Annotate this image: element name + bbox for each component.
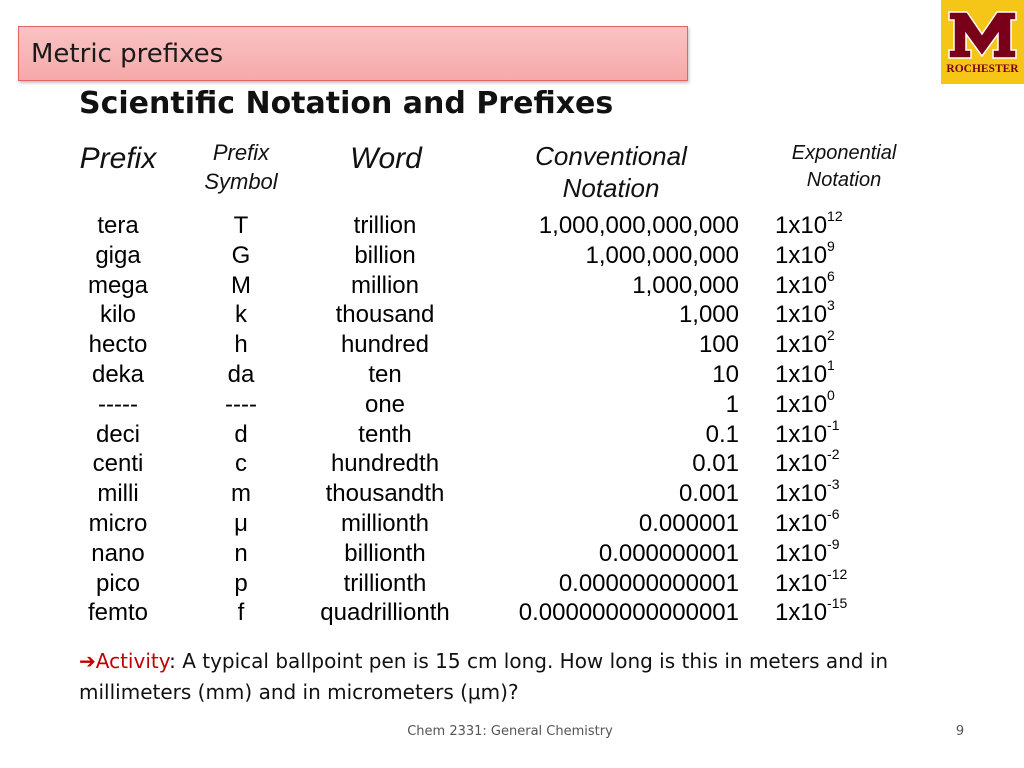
exponential-base: 1x10 [775, 391, 828, 418]
word-cell: billionth [344, 540, 426, 567]
conventional-cell: 0.000000000001 [558, 570, 739, 597]
prefix-cell: mega [87, 272, 149, 299]
activity-arrow-icon: ➔ [79, 649, 96, 673]
exponential-power: 1 [827, 357, 835, 373]
word-cell: trillion [353, 212, 417, 239]
symbol-cell: M [231, 272, 251, 299]
symbol-cell: G [231, 242, 251, 269]
symbol-cell: h [234, 331, 248, 358]
exponential-cell [775, 387, 885, 419]
symbol-cell: d [234, 421, 248, 448]
exponential-power: -9 [827, 536, 840, 552]
conventional-cell: 1,000 [678, 301, 739, 328]
logo-text: ROCHESTER [946, 63, 1019, 75]
word-cell: tenth [358, 421, 412, 448]
exponential-base: 1x10 [775, 450, 828, 477]
exponential-base: 1x10 [775, 570, 828, 597]
exponential-cell [775, 268, 885, 300]
exponential-cell [775, 327, 885, 359]
prefix-cell: femto [87, 599, 149, 626]
symbol-cell: ---- [225, 391, 257, 418]
word-cell: million [350, 272, 419, 299]
exponential-power: -3 [827, 476, 840, 492]
activity-label: Activity [95, 649, 170, 673]
prefix-cell: giga [95, 242, 141, 269]
symbol-cell: m [231, 480, 251, 507]
prefix-cell: kilo [99, 301, 136, 328]
conventional-cell: 0.01 [692, 450, 739, 477]
symbol-cell: T [233, 212, 249, 239]
exponential-cell [775, 238, 885, 270]
prefix-cell: tera [97, 212, 139, 239]
conventional-cell: 0.1 [705, 421, 739, 448]
exponential-power: -12 [827, 566, 848, 582]
word-cell: trillionth [343, 570, 427, 597]
header-conventional-line2: Notation [562, 173, 660, 203]
exponential-cell [775, 208, 885, 240]
conventional-cell: 0.001 [678, 480, 739, 507]
symbol-cell: μ [234, 510, 248, 537]
exponential-cell [775, 506, 885, 538]
exponential-base: 1x10 [775, 272, 828, 299]
symbol-cell: n [234, 540, 248, 567]
exponential-cell [775, 566, 885, 598]
exponential-cell [775, 536, 885, 568]
exponential-base: 1x10 [775, 301, 828, 328]
word-cell: hundred [340, 331, 430, 358]
exponential-cell [775, 357, 885, 389]
word-cell: hundredth [330, 450, 440, 477]
conventional-cell: 0.000000000000001 [518, 599, 739, 626]
exponential-base: 1x10 [775, 361, 828, 388]
exponential-cell [775, 297, 885, 329]
word-cell: billion [354, 242, 416, 269]
exponential-base: 1x10 [775, 212, 828, 239]
conventional-cell: 10 [712, 361, 739, 388]
header-symbol-line1: Prefix [212, 140, 270, 165]
prefix-cell: deka [91, 361, 145, 388]
exponential-power: -15 [827, 595, 848, 611]
prefix-cell: deci [95, 421, 141, 448]
symbol-cell: da [227, 361, 255, 388]
symbol-cell: k [235, 301, 247, 328]
conventional-cell: 1 [725, 391, 739, 418]
exponential-power: -2 [827, 446, 840, 462]
conventional-cell: 0.000000001 [598, 540, 739, 567]
header-exponential-line1: Exponential [791, 142, 897, 164]
prefix-cell: centi [92, 450, 144, 477]
exponential-cell [775, 446, 885, 478]
activity-text: : A typical ballpoint pen is 15 cm long. How long is this in meters and in millimeters (mm) and in micrometers (μm)? [79, 649, 889, 704]
prefix-cell: nano [91, 540, 145, 567]
word-cell: millionth [340, 510, 430, 537]
prefix-cell: pico [95, 570, 141, 597]
prefix-cell: hecto [88, 331, 148, 358]
exponential-power: 2 [827, 327, 835, 343]
word-cell: ten [368, 361, 402, 388]
page-number: 9 [955, 724, 965, 739]
prefix-cell: milli [97, 480, 139, 507]
exponential-cell [775, 417, 885, 449]
header-prefix: Prefix [79, 142, 157, 175]
footer-course: Chem 2331: General Chemistry [407, 724, 613, 739]
slide-heading: Scientific Notation and Prefixes [79, 86, 614, 121]
prefix-cell: ----- [98, 391, 138, 418]
slide-title: Metric prefixes [31, 39, 224, 69]
conventional-cell: 100 [698, 331, 739, 358]
word-cell: one [364, 391, 406, 418]
conventional-cell: 1,000,000,000 [585, 242, 739, 269]
exponential-power: 6 [827, 268, 835, 284]
exponential-base: 1x10 [775, 421, 828, 448]
exponential-base: 1x10 [775, 599, 828, 626]
m-logo-icon [947, 6, 1018, 62]
exponential-cell [775, 595, 885, 627]
exponential-base: 1x10 [775, 540, 828, 567]
word-cell: quadrillionth [320, 599, 450, 626]
header-exponential-line2: Notation [806, 169, 882, 191]
symbol-cell: f [237, 599, 245, 626]
symbol-cell: p [234, 570, 248, 597]
header-symbol-line2: Symbol [204, 169, 278, 194]
conventional-cell: 1,000,000,000,000 [538, 212, 739, 239]
prefix-cell: micro [88, 510, 148, 537]
header-conventional-line1: Conventional [535, 141, 687, 171]
exponential-power: -6 [827, 506, 840, 522]
university-logo [941, 0, 1024, 84]
word-cell: thousandth [325, 480, 445, 507]
exponential-power: 12 [827, 208, 843, 224]
header-word: Word [350, 142, 422, 175]
exponential-power: 3 [827, 297, 835, 313]
exponential-cell [775, 476, 885, 508]
conventional-cell: 0.000001 [638, 510, 739, 537]
exponential-power: 9 [827, 238, 835, 254]
word-cell: thousand [335, 301, 435, 328]
slide-title-bar [18, 26, 688, 81]
activity-prompt [79, 646, 939, 708]
exponential-base: 1x10 [775, 480, 828, 507]
exponential-base: 1x10 [775, 242, 828, 269]
exponential-power: 0 [827, 387, 835, 403]
conventional-cell: 1,000,000 [632, 272, 739, 299]
exponential-base: 1x10 [775, 510, 828, 537]
symbol-cell: c [235, 450, 247, 477]
exponential-power: -1 [827, 417, 840, 433]
exponential-base: 1x10 [775, 331, 828, 358]
